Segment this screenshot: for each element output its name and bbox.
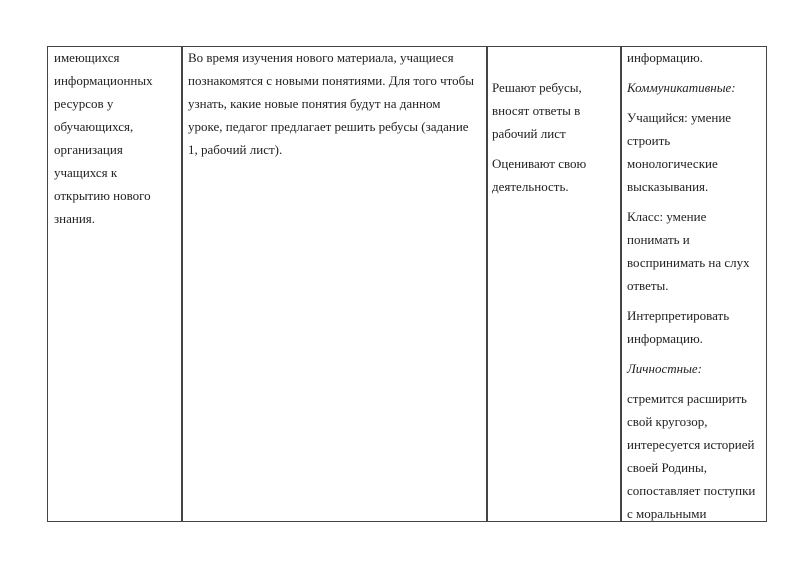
- text-line: вносят ответы в: [492, 103, 581, 118]
- paragraph: [627, 205, 755, 297]
- text-line: интересуется историей: [627, 437, 755, 452]
- section-heading: [627, 357, 755, 380]
- text-line: рабочий лист: [492, 126, 566, 141]
- text-line: учащихся к: [54, 165, 118, 180]
- text-line: воспринимать на слух: [627, 255, 750, 270]
- cell-student-activity: [492, 76, 586, 205]
- text-line: открытию нового: [54, 188, 151, 203]
- text-line: строить: [627, 133, 671, 148]
- section-heading: [627, 76, 755, 99]
- text-line: уроке, педагог предлагает решить ребусы (задание: [188, 119, 469, 134]
- text-line: ресурсов у: [54, 96, 114, 111]
- text-line: обучающихся,: [54, 119, 134, 134]
- cell-stage-goal: [54, 46, 153, 237]
- text-line: с моральными: [627, 506, 707, 521]
- paragraph: [627, 106, 755, 198]
- text-line: деятельность.: [492, 179, 569, 194]
- text-line: Учащийся: умение: [627, 110, 732, 125]
- text-line: 1, рабочий лист).: [188, 142, 283, 157]
- text-line: информацию.: [627, 50, 703, 65]
- paragraph: [492, 76, 586, 145]
- paragraph: [627, 46, 755, 69]
- text-line: Класс: умение: [627, 209, 707, 224]
- text-line: Решают ребусы,: [492, 80, 582, 95]
- text-line: Оценивают свою: [492, 156, 587, 171]
- text-line: высказывания.: [627, 179, 709, 194]
- paragraph: [627, 304, 755, 350]
- paragraph: [54, 46, 153, 230]
- column-divider: [181, 46, 183, 522]
- text-line: свой кругозор,: [627, 414, 708, 429]
- text-line: познакомятся с новыми понятиями. Для того чтобы: [188, 73, 474, 88]
- column-divider: [620, 46, 622, 522]
- text-line: своей Родины,: [627, 460, 707, 475]
- text-line: ответы.: [627, 278, 669, 293]
- text-line: знания.: [54, 211, 96, 226]
- text-line: понимать и: [627, 232, 690, 247]
- text-line: узнать, какие новые понятия будут на данном: [188, 96, 441, 111]
- paragraph: [627, 387, 755, 525]
- text-line: сопоставляет поступки: [627, 483, 756, 498]
- text-line: монологические: [627, 156, 718, 171]
- paragraph: [188, 46, 474, 161]
- cell-learning-outcomes: [627, 46, 755, 532]
- text-line: информационных: [54, 73, 153, 88]
- paragraph: [492, 152, 586, 198]
- text-line: Коммуникативные:: [627, 80, 736, 95]
- text-line: Во время изучения нового материала, учащиеся: [188, 50, 454, 65]
- text-line: Интерпретировать: [627, 308, 730, 323]
- cell-teacher-activity: [188, 46, 474, 168]
- text-line: Личностные:: [627, 361, 702, 376]
- text-line: имеющихся: [54, 50, 120, 65]
- text-line: стремится расширить: [627, 391, 747, 406]
- text-line: организация: [54, 142, 123, 157]
- text-line: информацию.: [627, 331, 703, 346]
- column-divider: [486, 46, 488, 522]
